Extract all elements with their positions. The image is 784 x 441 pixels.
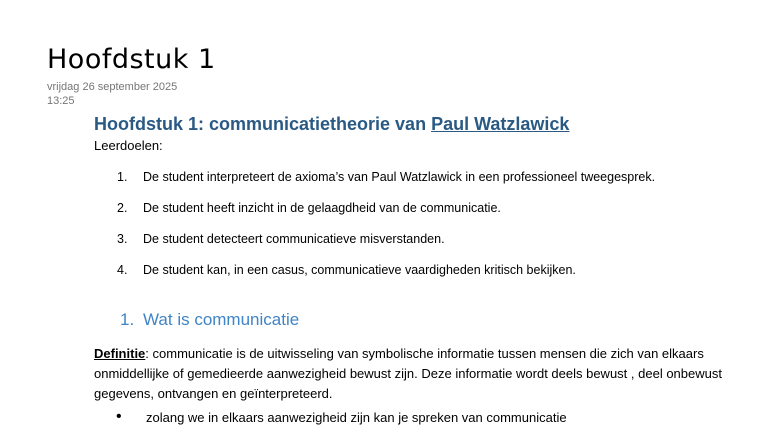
page-title: Hoofdstuk 1 xyxy=(47,44,216,75)
list-item xyxy=(117,263,655,294)
page-date: vrijdag 26 september 2025 xyxy=(47,81,178,93)
definition-term: Definitie xyxy=(94,346,146,361)
section-title: Wat is communicatie xyxy=(143,310,300,329)
list-text: De student heeft inzicht in de gelaagdheid van de communicatie. xyxy=(143,201,501,215)
list-number: 2. xyxy=(117,201,128,215)
section-heading xyxy=(120,310,299,330)
chapter-heading-text: Hoofdstuk 1: communicatietheorie van xyxy=(94,114,432,134)
section-number: 1. xyxy=(120,310,135,329)
bullet-icon: • xyxy=(116,408,122,425)
page-time: 13:25 xyxy=(47,95,75,107)
chapter-heading xyxy=(94,114,569,135)
author-link[interactable]: Paul Watzlawick xyxy=(431,114,570,134)
list-text: De student detecteert communicatieve misverstanden. xyxy=(143,232,445,246)
list-number: 3. xyxy=(117,232,128,246)
list-number: 4. xyxy=(117,263,128,277)
bullet-text: zolang we in elkaars aanwezigheid zijn kan je spreken van communicatie xyxy=(146,410,567,425)
list-item xyxy=(117,170,655,201)
page-meta xyxy=(47,80,177,108)
learning-goals-label: Leerdoelen: xyxy=(94,138,163,153)
list-item xyxy=(117,232,655,263)
list-text: De student interpreteert de axioma’s van Paul Watzlawick in een professioneel tweegesprek. xyxy=(143,170,656,184)
list-item xyxy=(117,201,655,232)
learning-goals-list xyxy=(117,170,655,294)
list-text: De student kan, in een casus, communicatieve vaardigheden kritisch bekijken. xyxy=(143,263,576,277)
bullet-item xyxy=(116,410,567,425)
definition-paragraph xyxy=(94,344,724,404)
definition-text: : communicatie is de uitwisseling van symbolische informatie tussen mensen die zich van elkaars onmiddellijke of gemedieerde aanwezigheid bewust zijn. Deze informatie wordt deels bewust , deel onbewust gegevens, ontvangen en geïnterpreteerd. xyxy=(94,346,722,401)
list-number: 1. xyxy=(117,170,128,184)
